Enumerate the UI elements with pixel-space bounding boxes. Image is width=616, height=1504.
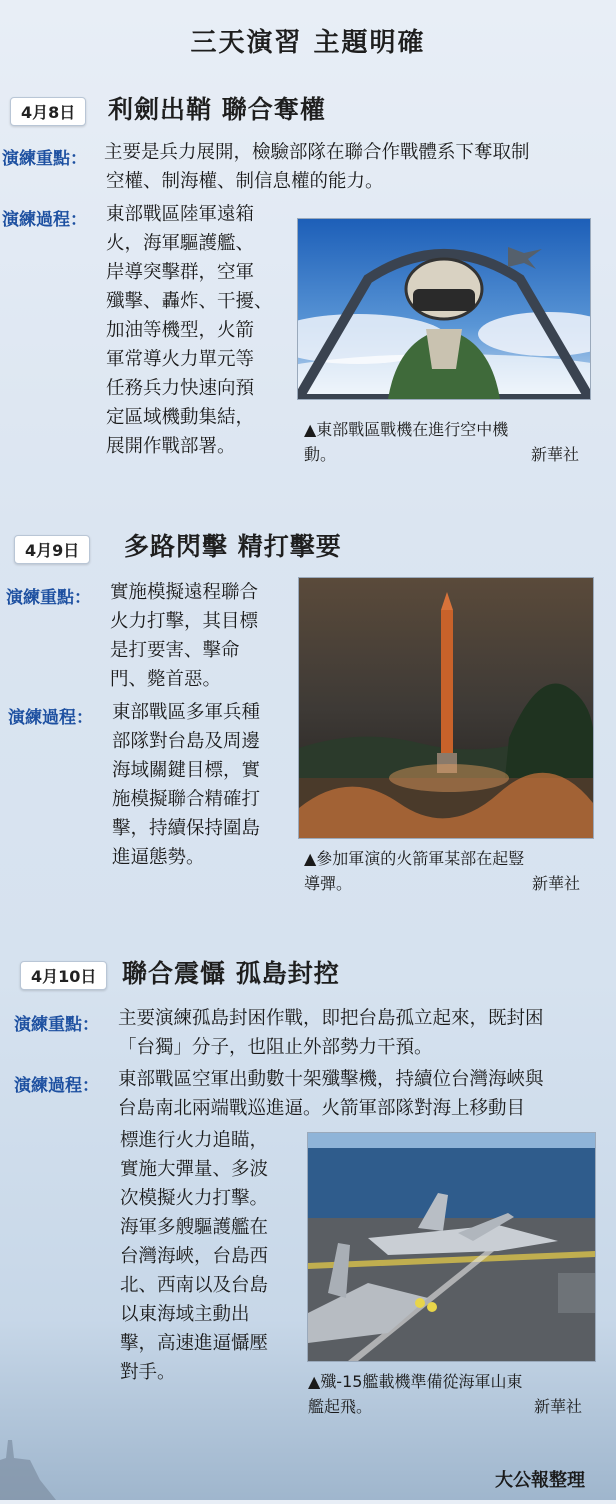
- process-label: 演練過程：: [2, 210, 87, 230]
- photo-credit: 新華社: [531, 445, 580, 464]
- photo-credit: 新華社: [534, 1397, 583, 1416]
- process-text: 東部戰區陸軍遠箱 火，海軍驅護艦、 岸導突擊群，空軍 殲擊、轟炸、干擾、 加油等機型，火箭 軍常導火力單元等 任務兵力快速向預 定區域機動集結， 展開作戰部署。: [106, 204, 273, 457]
- date-badge: 4月10日: [20, 961, 107, 990]
- date-badge: 4月8日: [10, 97, 86, 126]
- page-title: 三天演習 主題明確: [190, 28, 426, 58]
- process-label: 演練過程：: [8, 708, 93, 728]
- process-label: 演練過程：: [14, 1076, 99, 1096]
- missile-launch-photo: [298, 577, 594, 839]
- date-badge: 4月9日: [14, 535, 90, 564]
- source-credit: 大公報整理: [495, 1470, 585, 1491]
- focus-label: 演練重點：: [14, 1015, 99, 1035]
- section-title: 多路閃擊 精打擊要: [124, 532, 342, 561]
- focus-text: 實施模擬遠程聯合 火力打擊，其目標 是打要害、擊命 門、斃首惡。: [110, 582, 259, 690]
- ship-silhouette-decoration: [0, 1420, 60, 1500]
- section-title: 聯合震懾 孤島封控: [122, 959, 340, 988]
- photo-caption: ▲殲-15艦載機準備從海軍山東 艦起飛。: [308, 1372, 523, 1416]
- focus-label: 演練重點：: [2, 149, 87, 169]
- focus-text: 主要演練孤島封困作戰，即把台島孤立起來，既封困 「台獨」分子，也阻止外部勢力干預。: [118, 1008, 544, 1058]
- process-text: 東部戰區多軍兵種 部隊對台島及周邊 海域關鍵目標，實 施模擬聯合精確打 擊，持續保持圍島 進逼態勢。: [112, 702, 261, 868]
- fighter-cockpit-photo: [297, 218, 591, 400]
- focus-text: 主要是兵力展開，檢驗部隊在聯合作戰體系下奪取制 空權、制海權、制信息權的能力。: [104, 142, 530, 192]
- photo-credit: 新華社: [532, 874, 581, 893]
- section-title: 利劍出鞘 聯合奪權: [108, 95, 326, 124]
- process-text-continued: 標進行火力追瞄， 實施大彈量、多波 次模擬火力打擊。 海軍多艘驅護艦在 台灣海峽，台島西 北、西南以及台島 以東海域主動出 擊，高速進逼懾壓 對手。: [120, 1130, 269, 1383]
- focus-label: 演練重點：: [6, 588, 91, 608]
- photo-caption: ▲參加軍演的火箭軍某部在起豎 導彈。: [304, 849, 525, 893]
- photo-caption: ▲東部戰區戰機在進行空中機 動。: [304, 420, 509, 464]
- carrier-jet-photo: [307, 1132, 596, 1362]
- process-text: 東部戰區空軍出動數十架殲擊機，持續位台灣海峽與 台島南北兩端戰巡進逼。火箭軍部隊對海上移動目: [118, 1069, 544, 1119]
